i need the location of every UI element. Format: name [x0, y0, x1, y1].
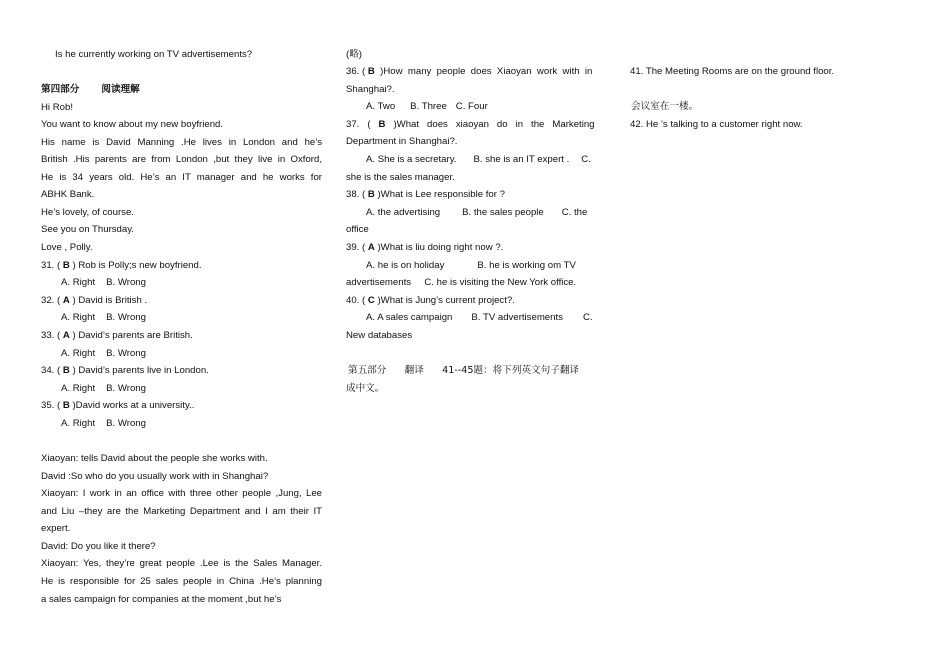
- question-31: [41, 260, 202, 272]
- letter-signoff: Love , Polly.: [41, 242, 93, 253]
- question-text-cont: Shanghai?.: [346, 84, 395, 95]
- letter-greeting: Hi Rob!: [41, 102, 73, 113]
- answer-letter: B: [367, 66, 375, 77]
- option-c: C.: [581, 154, 591, 165]
- option-cont: advertisements C. he is visiting the New York office.: [346, 277, 577, 288]
- answer-options: [61, 348, 146, 360]
- section5-heading: 第五部分 翻译 41--45题：将下列英文句子翻译: [348, 365, 580, 376]
- answer-options: [366, 207, 587, 219]
- answer-options: [61, 383, 146, 395]
- letter-line: ABHK Bank.: [41, 189, 95, 200]
- option-c: C. the: [561, 207, 588, 218]
- question-42: 42. He ’s talking to a customer right now.: [630, 119, 803, 130]
- answer-options: [366, 312, 593, 324]
- section4-title: [41, 84, 140, 96]
- option-c-cont: New databases: [346, 330, 413, 341]
- option-wrong: B. Wrong: [106, 277, 146, 288]
- answer-letter: A: [367, 242, 375, 253]
- option-right: A. Right: [61, 312, 96, 323]
- question-40: [346, 295, 515, 307]
- option-c-cont: she is the sales manager.: [346, 172, 455, 183]
- answer-letter: B: [62, 400, 70, 411]
- question-36: [346, 66, 604, 78]
- letter-line: He is 34 years old. He’s an IT manager and he works for: [41, 172, 322, 183]
- option-wrong: B. Wrong: [106, 348, 146, 359]
- option-right: A. Right: [61, 277, 96, 288]
- answer-letter: A: [62, 295, 70, 306]
- letter-line: British .His parents are from London ,but they live in Oxford,: [41, 154, 322, 165]
- question-38: [346, 189, 505, 201]
- question-text: ) David’s parents are British.: [69, 330, 193, 341]
- answer-letter: B: [62, 365, 70, 376]
- question-37: [346, 119, 595, 131]
- answer-options: [61, 418, 146, 430]
- option-c: C. Four: [455, 101, 488, 112]
- question-text: )How many people does Xiaoyan work with in: [374, 66, 593, 77]
- question-number: 34. (: [41, 365, 63, 376]
- option-b: B. the sales people: [462, 207, 544, 218]
- question-number: 33. (: [41, 330, 63, 341]
- option-right: A. Right: [61, 383, 96, 394]
- omitted-marker: (略): [346, 49, 362, 60]
- question-text-cont: Department in Shanghai?.: [346, 136, 458, 147]
- option-wrong: B. Wrong: [106, 312, 146, 323]
- question-text: )David works at a university..: [69, 400, 195, 411]
- option-wrong: B. Wrong: [106, 418, 146, 429]
- option-b: B. she is an IT expert .: [473, 154, 570, 165]
- dialog-line: He is responsible for 25 sales people in China .He’s planning: [41, 576, 322, 587]
- question-text: ) David’s parents live in London.: [69, 365, 209, 376]
- question-32: [41, 295, 147, 307]
- dialog-line: and Liu –they are the Marketing Department and I am their IT: [41, 506, 322, 517]
- question-number: 40. (: [346, 295, 368, 306]
- section4-subtitle: 阅读理解: [101, 84, 140, 95]
- option-b: B. he is working om TV: [477, 260, 576, 271]
- option-right: A. Right: [61, 418, 96, 429]
- question-text: )What is liu doing right now ?.: [374, 242, 504, 253]
- option-a: A. A sales campaign: [366, 312, 453, 323]
- section5-heading-cont: 成中文。: [346, 383, 385, 394]
- question-number: 37. (: [346, 119, 379, 130]
- answer-letter: A: [62, 330, 70, 341]
- dialog-line: expert.: [41, 523, 71, 534]
- dialog-line: David: Do you like it there?: [41, 541, 156, 552]
- question-number: 35. (: [41, 400, 63, 411]
- dialog-line: Xiaoyan: I work in an office with three other people ,Jung, Lee: [41, 488, 322, 499]
- answer-letter: B: [378, 119, 386, 130]
- option-wrong: B. Wrong: [106, 383, 146, 394]
- answer-options: [366, 101, 488, 113]
- answer-options: [366, 154, 591, 166]
- dialog-line: Xiaoyan: tells David about the people she works with.: [41, 453, 268, 464]
- dialog-line: a sales campaign for companies at the moment ,but he’s: [41, 594, 282, 605]
- question-number: 36. (: [346, 66, 368, 77]
- question-text: ) Rob is Polly;s new boyfriend.: [69, 260, 202, 271]
- question-35: [41, 400, 194, 412]
- question-41-translation: 会议室在一楼。: [631, 101, 699, 112]
- option-a: A. he is on holiday: [366, 260, 445, 271]
- dialog-line: Xiaoyan: Yes, they’re great people .Lee is the Sales Manager.: [41, 558, 322, 569]
- question-text: ) David is British .: [69, 295, 148, 306]
- question-number: 32. (: [41, 295, 63, 306]
- option-b: B. Three: [410, 101, 447, 112]
- option-b: B. TV advertisements: [471, 312, 563, 323]
- question-text: )What does xiaoyan do in the Marketing: [385, 119, 595, 130]
- question-34: [41, 365, 209, 377]
- question-33: [41, 330, 193, 342]
- question-39: [346, 242, 503, 254]
- option-a: A. the advertising: [366, 207, 441, 218]
- question-text: )What is Lee responsible for ?: [374, 189, 505, 200]
- dialog-line: David :So who do you usually work with in Shanghai?: [41, 471, 269, 482]
- answer-options: [366, 260, 576, 272]
- question-number: 39. (: [346, 242, 368, 253]
- letter-line: His name is David Manning .He lives in London and he’s: [41, 137, 322, 148]
- option-c: C.: [582, 312, 593, 323]
- answer-letter: B: [62, 260, 70, 271]
- question-41: 41. The Meeting Rooms are on the ground floor.: [630, 66, 835, 77]
- question-number: 31. (: [41, 260, 63, 271]
- answer-options: [61, 312, 146, 324]
- question-text: )What is Jung’s current project?.: [374, 295, 515, 306]
- question-number: 38. (: [346, 189, 368, 200]
- letter-line: See you on Thursday.: [41, 224, 134, 235]
- option-right: A. Right: [61, 348, 96, 359]
- letter-line: He’s lovely, of course.: [41, 207, 134, 218]
- section4-title-label: 第四部分: [41, 84, 80, 95]
- answer-letter: C: [367, 295, 375, 306]
- letter-line: You want to know about my new boyfriend.: [41, 119, 224, 130]
- option-a: A. Two: [366, 101, 396, 112]
- answer-options: [61, 277, 146, 289]
- previous-question-text: Is he currently working on TV advertisements?: [55, 49, 253, 60]
- option-a: A. She is a secretary.: [366, 154, 457, 165]
- answer-letter: B: [367, 189, 375, 200]
- option-c-cont: office: [346, 224, 369, 235]
